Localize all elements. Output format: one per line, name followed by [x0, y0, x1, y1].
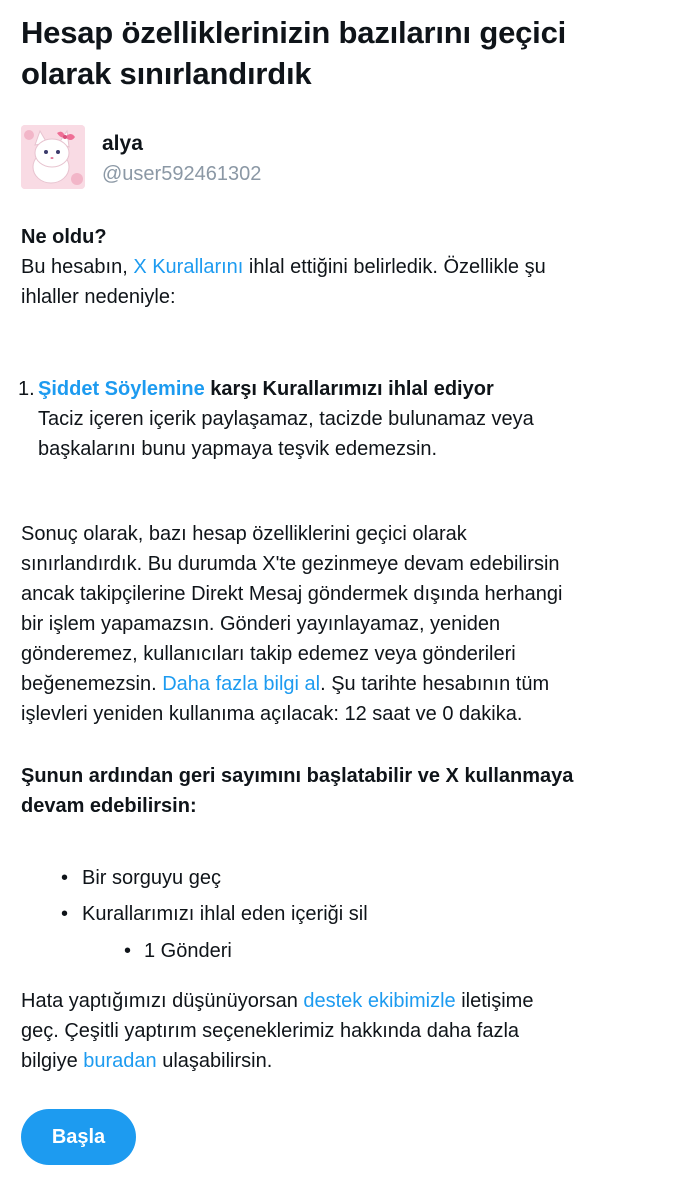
- what-happened-text: [21, 252, 681, 312]
- bullet-icon: •: [124, 940, 132, 962]
- what-happened-section: [21, 222, 681, 312]
- support-line2: geç. Çeşitli yaptırım seçeneklerimiz hakkında daha fazla: [21, 1020, 520, 1042]
- what-happened-post: ihlal ettiğini belirledik. Özellikle şu: [243, 256, 546, 278]
- result-line6-pre: beğenemezsin.: [21, 673, 163, 695]
- countdown-heading-line2: devam edebilirsin:: [21, 795, 197, 817]
- result-line4: bir işlem yapamazsın. Gönderi yayınlayamaz, yeniden: [21, 613, 501, 635]
- more-info-link[interactable]: Daha fazla bilgi al: [162, 673, 321, 695]
- result-line5: gönderemez, kullanıcıları takip edemez veya gönderileri: [21, 643, 516, 665]
- result-section: [21, 519, 681, 729]
- step-sub-label: 1 Gönderi: [144, 940, 232, 962]
- violation-description: [38, 404, 678, 464]
- x-rules-link[interactable]: X Kurallarını: [133, 256, 244, 278]
- violation-list: [18, 374, 681, 466]
- result-line3: ancak takipçilerine Direkt Mesaj göndermek dışında herhangi: [21, 583, 563, 605]
- violation-body: [38, 374, 678, 464]
- page-title-line2: olarak sınırlandırdık: [21, 56, 312, 91]
- countdown-heading: [21, 761, 681, 821]
- step-label: Kurallarımızı ihlal eden içeriği sil: [82, 903, 368, 925]
- account-card: [21, 125, 421, 191]
- violent-speech-link[interactable]: Şiddet Söylemine: [38, 378, 205, 400]
- result-line6-post: . Şu tarihte hesabının tüm: [320, 673, 550, 695]
- cat-avatar-icon[interactable]: [21, 125, 85, 189]
- start-button[interactable]: Başla: [21, 1109, 136, 1165]
- account-name[interactable]: alya: [102, 132, 143, 155]
- step-label: Bir sorguyu geç: [82, 867, 221, 889]
- support-line3-post: ulaşabilirsin.: [156, 1050, 273, 1072]
- violation-title-rest: karşı Kurallarımızı ihlal ediyor: [204, 378, 494, 400]
- page-title: [21, 12, 681, 94]
- support-line1-post: iletişime: [455, 990, 534, 1012]
- support-team-link[interactable]: destek ekibimizle: [303, 990, 456, 1012]
- countdown-heading-line1: Şunun ardından geri sayımını başlatabilir ve X kullanmaya: [21, 765, 574, 787]
- result-line1: Sonuç olarak, bazı hesap özelliklerini geçici olarak: [21, 523, 467, 545]
- countdown-heading-text: [21, 761, 681, 821]
- page-title-line1: Hesap özelliklerinizin bazılarını geçici: [21, 15, 567, 50]
- bullet-icon: •: [61, 867, 69, 889]
- result-text: [21, 519, 681, 729]
- result-line7: işlevleri yeniden kullanıma açılacak: 12 saat ve 0 dakika.: [21, 703, 523, 725]
- here-link[interactable]: buradan: [83, 1050, 157, 1072]
- countdown-steps: [21, 848, 681, 962]
- support-section: [21, 986, 681, 1076]
- support-line3-pre: bilgiye: [21, 1050, 84, 1072]
- account-handle[interactable]: @user592461302: [102, 163, 262, 185]
- violation-title: [38, 374, 678, 404]
- support-line1-pre: Hata yaptığımızı düşünüyorsan: [21, 990, 304, 1012]
- violation-desc-line2: başkalarını bunu yapmaya teşvik edemezsin.: [38, 438, 438, 460]
- what-happened-pre: Bu hesabın,: [21, 256, 134, 278]
- result-line2: sınırlandırdık. Bu durumda X'te gezinmeye devam edebilirsin: [21, 553, 560, 575]
- what-happened-heading: Ne oldu?: [21, 226, 107, 248]
- violation-desc-line1: Taciz içeren içerik paylaşamaz, tacizde bulunamaz veya: [38, 408, 534, 430]
- violation-number: 1.: [18, 378, 35, 400]
- support-text: [21, 986, 681, 1076]
- bullet-icon: •: [61, 903, 69, 925]
- what-happened-line2: ihlaller nedeniyle:: [21, 286, 176, 308]
- restriction-notice: [18, 12, 681, 1148]
